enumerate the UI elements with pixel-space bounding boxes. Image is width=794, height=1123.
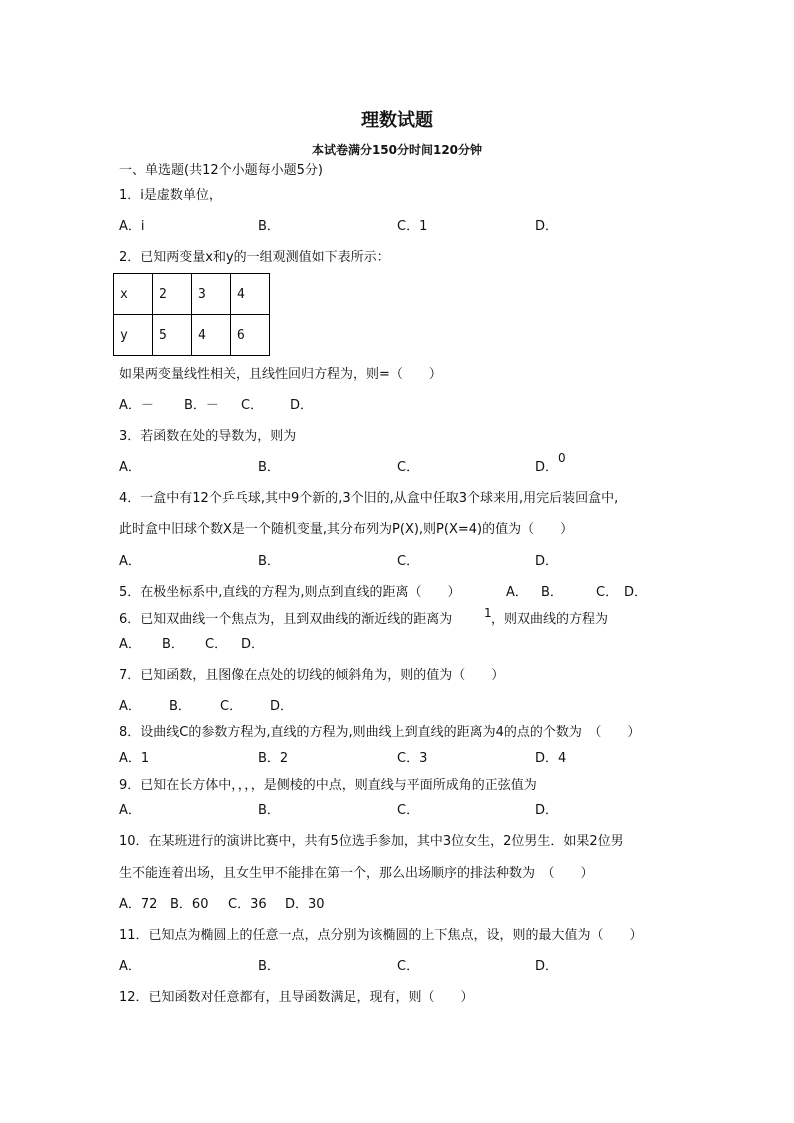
question-1: 1．i是虚数单位，	[119, 188, 222, 203]
q5-option-c: C．	[596, 585, 619, 600]
q7-option-a: A．	[119, 699, 141, 714]
q1-option-d: D．	[535, 219, 559, 234]
page-title: 理数试题	[361, 110, 433, 131]
q10-option-d: D．30	[285, 897, 325, 912]
q9-option-a: A．	[119, 803, 141, 818]
q11-option-d: D．	[535, 959, 559, 974]
q1-option-b: B．	[258, 219, 280, 234]
q5-option-b: B．	[541, 585, 563, 600]
table-row	[114, 274, 270, 315]
q11-option-a: A．	[119, 959, 141, 974]
question-11: 11．已知点为椭圆上的任意一点，点分别为该椭圆的上下焦点，设，则的最大值为（ ）	[119, 928, 643, 943]
observation-table	[113, 273, 270, 356]
q4-option-b: B．	[258, 554, 280, 569]
question-7: 7．已知函数，且图像在点处的切线的倾斜角为，则的值为（ ）	[119, 668, 505, 683]
q4-option-c: C．	[397, 554, 420, 569]
q3-option-a: A．	[119, 460, 141, 475]
q4-option-d: D．	[535, 554, 559, 569]
q10-option-a: A．72	[119, 897, 158, 912]
q8-option-a: A．1	[119, 751, 150, 766]
q8-option-d: D．4	[535, 751, 567, 766]
question-8: 8．设曲线C的参数方程为,直线的方程为,则曲线上到直线的距离为4的点的个数为 （ ）	[119, 725, 641, 740]
q3-option-d: D．	[535, 460, 559, 475]
q11-option-b: B．	[258, 959, 280, 974]
q6-superscript: 1	[484, 606, 492, 620]
q6-option-b: B．	[162, 637, 184, 652]
question-2: 2．已知两变量x和y的一组观测值如下表所示：	[119, 250, 390, 265]
table-row	[114, 315, 270, 356]
q9-option-b: B．	[258, 803, 280, 818]
q3-superscript: 0	[558, 451, 566, 465]
q2-option-d: D．	[290, 398, 314, 413]
q11-option-c: C．	[397, 959, 420, 974]
q9-option-d: D．	[535, 803, 559, 818]
q2-option-c: C．	[241, 398, 264, 413]
question-10: 10．在某班进行的演讲比赛中，共有5位选手参加，其中3位女生，2位男生．如果2位男	[119, 834, 624, 849]
exam-info: 本试卷满分150分时间120分钟	[311, 143, 483, 157]
table-cell: 4	[231, 274, 270, 315]
question-3: 3．若函数在处的导数为，则为	[119, 429, 297, 444]
table-cell: 4	[192, 315, 231, 356]
table-cell: y	[114, 315, 153, 356]
q1-option-c: C．1	[397, 219, 428, 234]
q10-option-c: C．36	[228, 897, 267, 912]
table-cell: 3	[192, 274, 231, 315]
q6-option-c: C．	[205, 637, 228, 652]
question-5: 5．在极坐标系中,直线的方程为,则点到直线的距离（ ）	[119, 585, 461, 600]
q7-option-b: B．	[169, 699, 191, 714]
table-cell: x	[114, 274, 153, 315]
q8-option-b: B．2	[258, 751, 289, 766]
table-cell: 6	[231, 315, 270, 356]
q7-option-d: D．	[270, 699, 294, 714]
question-4-continued: 此时盒中旧球个数X是一个随机变量,其分布列为P(X),则P(X=4)的值为（ ）	[119, 522, 574, 537]
question-12: 12．已知函数对任意都有，且导函数满足，现有，则（ ）	[119, 990, 474, 1005]
q2-option-a: A．－	[119, 398, 154, 413]
q5-option-d: D．	[624, 585, 648, 600]
question-4: 4．一盒中有12个乒乓球,其中9个新的,3个旧的,从盒中任取3个球来用,用完后装回盒中,	[119, 491, 619, 506]
question-2-continued: 如果两变量线性相关，且线性回归方程为，则=（ ）	[119, 367, 442, 382]
question-6: 6．已知双曲线一个焦点为，且到双曲线的渐近线的距离为	[119, 612, 453, 627]
q6-option-d: D．	[241, 637, 265, 652]
q10-option-b: B．60	[170, 897, 209, 912]
table-cell: 5	[153, 315, 192, 356]
q8-option-c: C．3	[397, 751, 428, 766]
q4-option-a: A．	[119, 554, 141, 569]
question-9: 9．已知在长方体中，，，，是侧棱的中点，则直线与平面所成角的正弦值为	[119, 778, 537, 793]
q2-option-b: B．－	[184, 398, 219, 413]
question-10-continued: 生不能连着出场，且女生甲不能排在第一个，那么出场顺序的排法种数为 （ ）	[119, 866, 594, 881]
q1-option-a: A．i	[119, 219, 145, 234]
q9-option-c: C．	[397, 803, 420, 818]
table-cell: 2	[153, 274, 192, 315]
q7-option-c: C．	[220, 699, 243, 714]
q3-option-c: C．	[397, 460, 420, 475]
q6-option-a: A．	[119, 637, 141, 652]
q3-option-b: B．	[258, 460, 280, 475]
question-6-continued: ，则双曲线的方程为	[491, 612, 609, 627]
q5-option-a: A．	[506, 585, 528, 600]
section-heading: 一、单选题(共12个小题每小题5分)	[119, 163, 323, 178]
